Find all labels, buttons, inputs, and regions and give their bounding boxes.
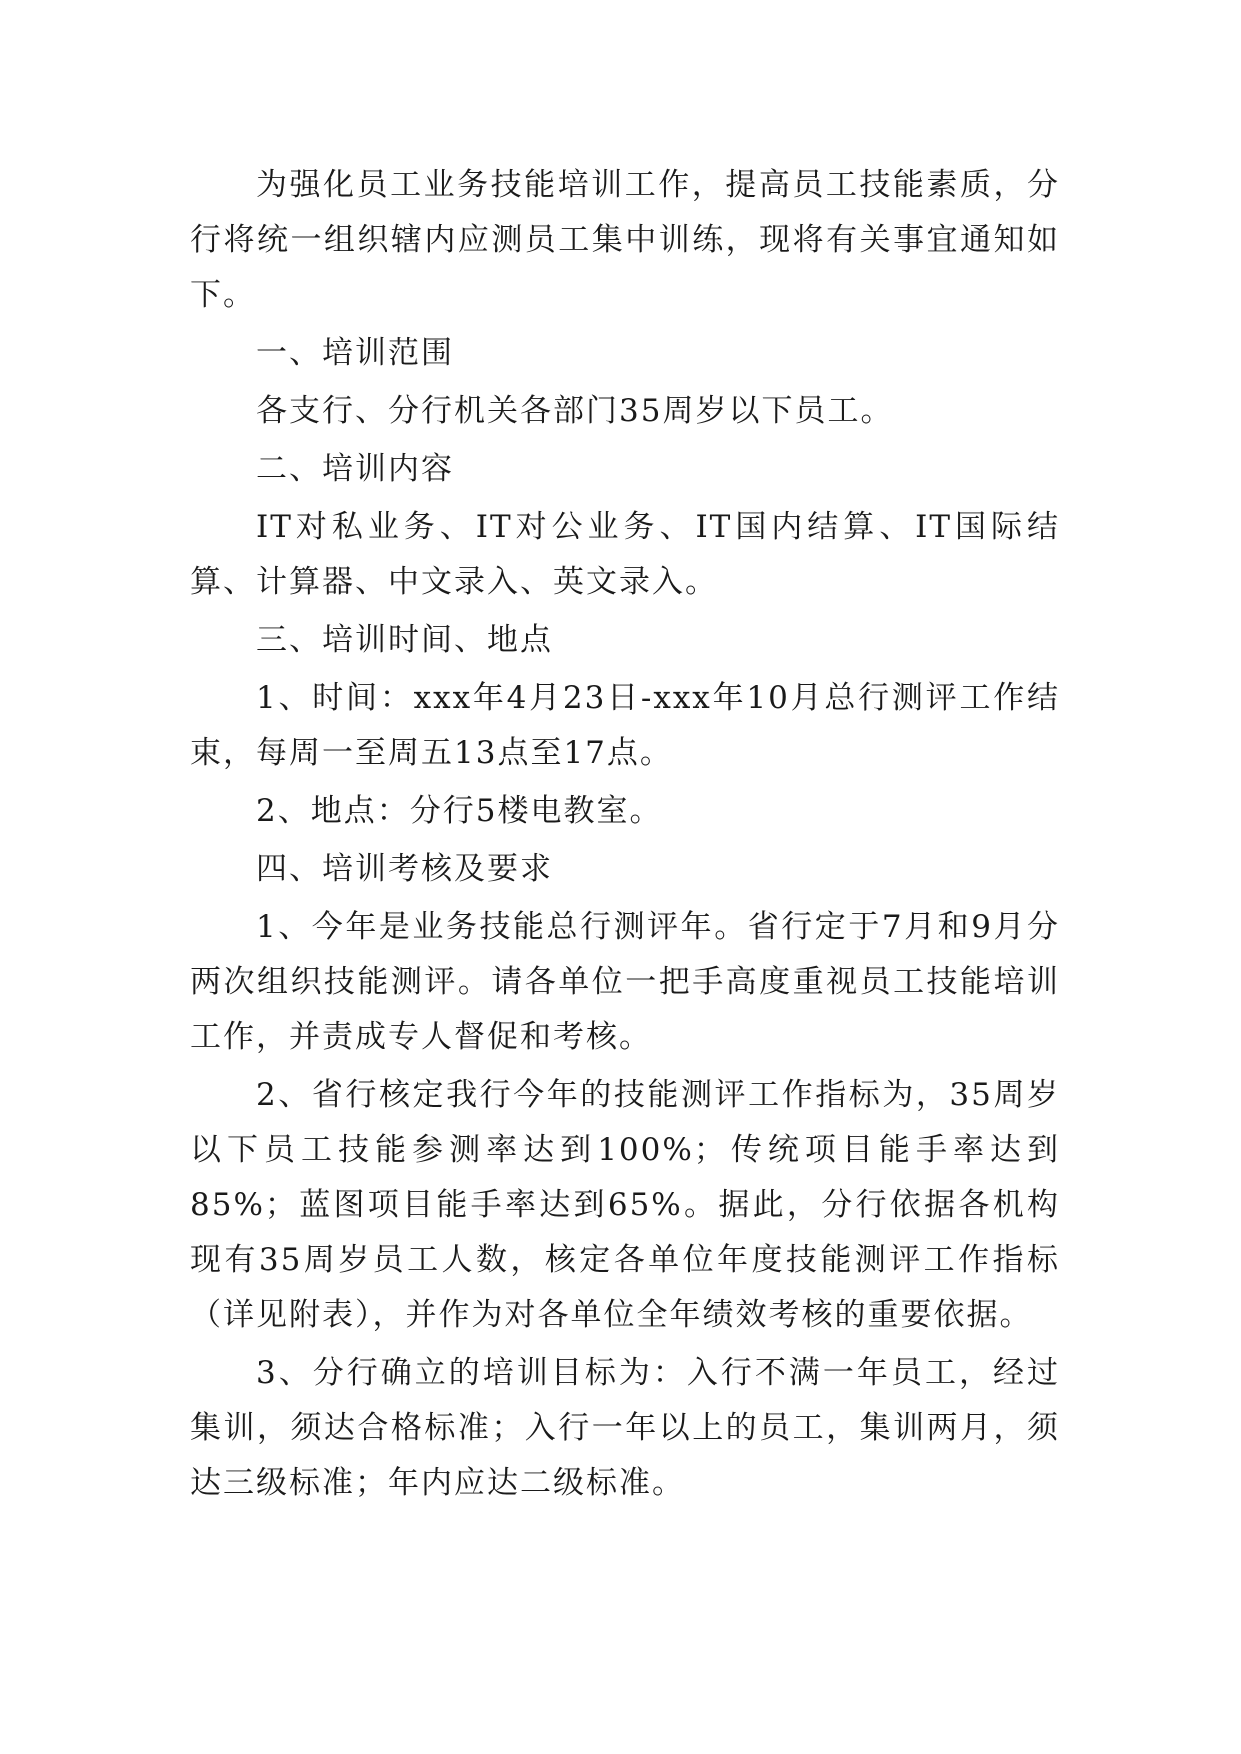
intro-paragraph: 为强化员工业务技能培训工作，提高员工技能素质，分行将统一组织辖内应测员工集中训练，现将有关事宜通知如下。 (190, 167, 1060, 313)
document-page (190, 158, 1060, 1514)
assessment-item-2: 2、省行核定我行今年的技能测评工作指标为，35周岁以下员工技能参测率达到100%；传统项目能手率达到85%；蓝图项目能手率达到65%。据此，分行依据各机构现有35周岁员工人数，核定各单位年度技能测评工作指标（详见附表），并作为对各单位全年绩效考核的重要依据。 (190, 1077, 1060, 1333)
section-heading-time-place: 三、培训时间、地点 (256, 622, 553, 658)
assessment-item-1: 1、今年是业务技能总行测评年。省行定于7月和9月分两次组织技能测评。请各单位一把手高度重视员工技能培训工作，并责成专人督促和考核。 (190, 909, 1060, 1055)
section-body-scope: 各支行、分行机关各部门35周岁以下员工。 (256, 393, 894, 429)
time-item: 1、时间：xxx年4月23日-xxx年10月总行测评工作结束，每周一至周五13点至17点。 (190, 680, 1060, 771)
section-heading-scope: 一、培训范围 (256, 335, 454, 371)
section-heading-content: 二、培训内容 (256, 451, 454, 487)
assessment-item-3: 3、分行确立的培训目标为：入行不满一年员工，经过集训，须达合格标准；入行一年以上的员工，集训两月，须达三级标准；年内应达二级标准。 (190, 1355, 1060, 1501)
section-heading-assessment: 四、培训考核及要求 (256, 851, 553, 887)
section-body-content: IT对私业务、IT对公业务、IT国内结算、IT国际结算、计算器、中文录入、英文录入。 (190, 509, 1060, 600)
place-item: 2、地点：分行5楼电教室。 (256, 793, 663, 829)
